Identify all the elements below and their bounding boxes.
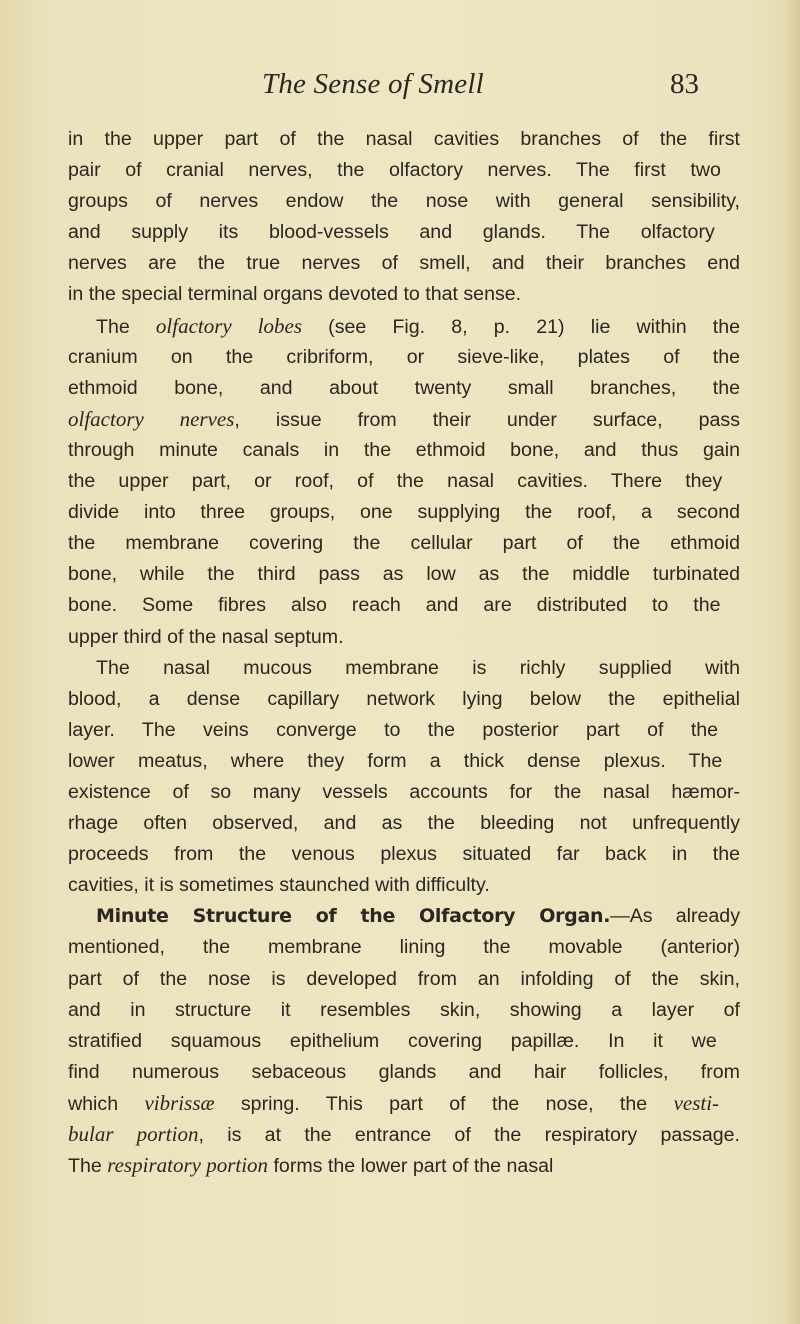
text-line (68, 839, 740, 870)
page-edge-shadow (784, 0, 800, 1324)
text-run: rhage often observed, and as the bleeding not unfrequently (68, 812, 740, 835)
text-line (68, 497, 740, 528)
body-text (68, 124, 740, 1181)
text-run: bone, while the third pass as low as the middle turbinated (68, 563, 740, 586)
text-line (68, 964, 740, 995)
text-line (68, 1150, 740, 1181)
text-run: and in structure it resembles skin, showing a layer of (68, 998, 740, 1021)
italic-term: vibrissæ (144, 1090, 215, 1115)
italic-term: bular portion (68, 1122, 199, 1146)
text-line (68, 870, 740, 901)
italic-term: vesti- (673, 1090, 720, 1115)
text-run: , issue from their under surface, pass (234, 408, 740, 431)
italic-term: olfactory nerves (68, 406, 235, 431)
page-header (0, 68, 800, 108)
text-line (68, 590, 740, 621)
text-line (68, 1026, 740, 1057)
text-line (68, 435, 740, 466)
text-line (68, 559, 740, 590)
text-run: which (68, 1092, 145, 1115)
text-run: The (68, 1155, 108, 1178)
text-run: the membrane covering the cellular part of the ethmoid (68, 532, 740, 555)
text-line (68, 622, 740, 653)
text-line (68, 1088, 740, 1119)
text-line (68, 373, 740, 404)
text-line (68, 124, 740, 155)
paragraph (68, 901, 740, 1181)
text-run: in the upper part of the nasal cavities branches of the first (68, 128, 740, 150)
text-run: cavities, it is sometimes staunched with difficulty. (68, 874, 490, 897)
text-run: divide into three groups, one supplying the roof, a second (68, 501, 740, 524)
text-run: bone. Some fibres also reach and are distributed to the (68, 594, 721, 617)
text-run: in the special terminal organs devoted to that sense. (68, 283, 522, 306)
text-line (68, 155, 740, 186)
text-line (68, 279, 740, 310)
text-run: The (96, 315, 156, 338)
text-run: blood, a dense capillary network lying below the epithelial (68, 687, 740, 710)
text-run: forms the lower part of the nasal (268, 1155, 554, 1178)
text-run: part of the nose is developed from an infolding of the skin, (68, 967, 740, 990)
text-run: nerves are the true nerves of smell, and their branches end (68, 252, 740, 275)
text-run: upper third of the nasal septum. (68, 625, 344, 648)
paragraph (68, 653, 740, 902)
text-line (68, 1057, 740, 1088)
page-number: 83 (670, 68, 699, 100)
text-line (68, 217, 740, 248)
text-run: The nasal mucous membrane is richly supplied with (96, 656, 740, 679)
text-run: —As already (610, 905, 740, 928)
text-run: cranium on the cribriform, or sieve-like, plates of the (68, 345, 740, 368)
italic-term: olfactory lobes (155, 313, 303, 338)
text-run: the upper part, or roof, of the nasal cavities. There they (68, 470, 723, 493)
text-run: spring. This part of the nose, the (214, 1092, 674, 1115)
text-run: lower meatus, where they form a thick dense plexus. The (68, 749, 723, 772)
text-line (68, 715, 740, 746)
text-line (68, 186, 740, 217)
paragraph (68, 311, 740, 653)
text-run: mentioned, the membrane lining the movable (anterior) (68, 936, 740, 959)
section-heading: Minute Structure of the Olfactory Organ. (96, 905, 611, 928)
text-line (68, 342, 740, 373)
text-run: pair of cranial nerves, the olfactory nerves. The first two (68, 159, 721, 182)
text-run: stratified squamous epithelium covering papillæ. In it we (68, 1029, 717, 1052)
text-line (68, 777, 740, 808)
text-line (68, 932, 740, 963)
text-run: ethmoid bone, and about twenty small branches, the (68, 376, 740, 399)
text-line (68, 746, 740, 777)
italic-term: respiratory portion (107, 1153, 269, 1178)
text-run: find numerous sebaceous glands and hair follicles, from (68, 1060, 740, 1083)
text-line (68, 808, 740, 839)
text-run: (see Fig. 8, p. 21) lie within the (302, 315, 740, 338)
text-line (68, 466, 740, 497)
text-line (68, 901, 740, 932)
text-run: , is at the entrance of the respiratory passage. (198, 1124, 740, 1146)
text-line (68, 1119, 740, 1150)
text-run: layer. The veins converge to the posterior part of the (68, 718, 719, 741)
text-line (68, 995, 740, 1026)
text-run: through minute canals in the ethmoid bone, and thus gain (68, 438, 740, 461)
paragraph (68, 124, 740, 311)
text-run: and supply its blood-vessels and glands. The olfactory (68, 221, 715, 244)
text-line (68, 653, 740, 684)
text-line (68, 248, 740, 279)
text-line (68, 684, 740, 715)
text-run: groups of nerves endow the nose with general sensibility, (68, 190, 740, 213)
text-run: existence of so many vessels accounts for the nasal hæmor- (68, 780, 740, 803)
text-line (68, 311, 740, 342)
text-line (68, 528, 740, 559)
text-line (68, 404, 740, 435)
running-title: The Sense of Smell (262, 68, 484, 100)
text-run: proceeds from the venous plexus situated far back in the (68, 843, 740, 866)
